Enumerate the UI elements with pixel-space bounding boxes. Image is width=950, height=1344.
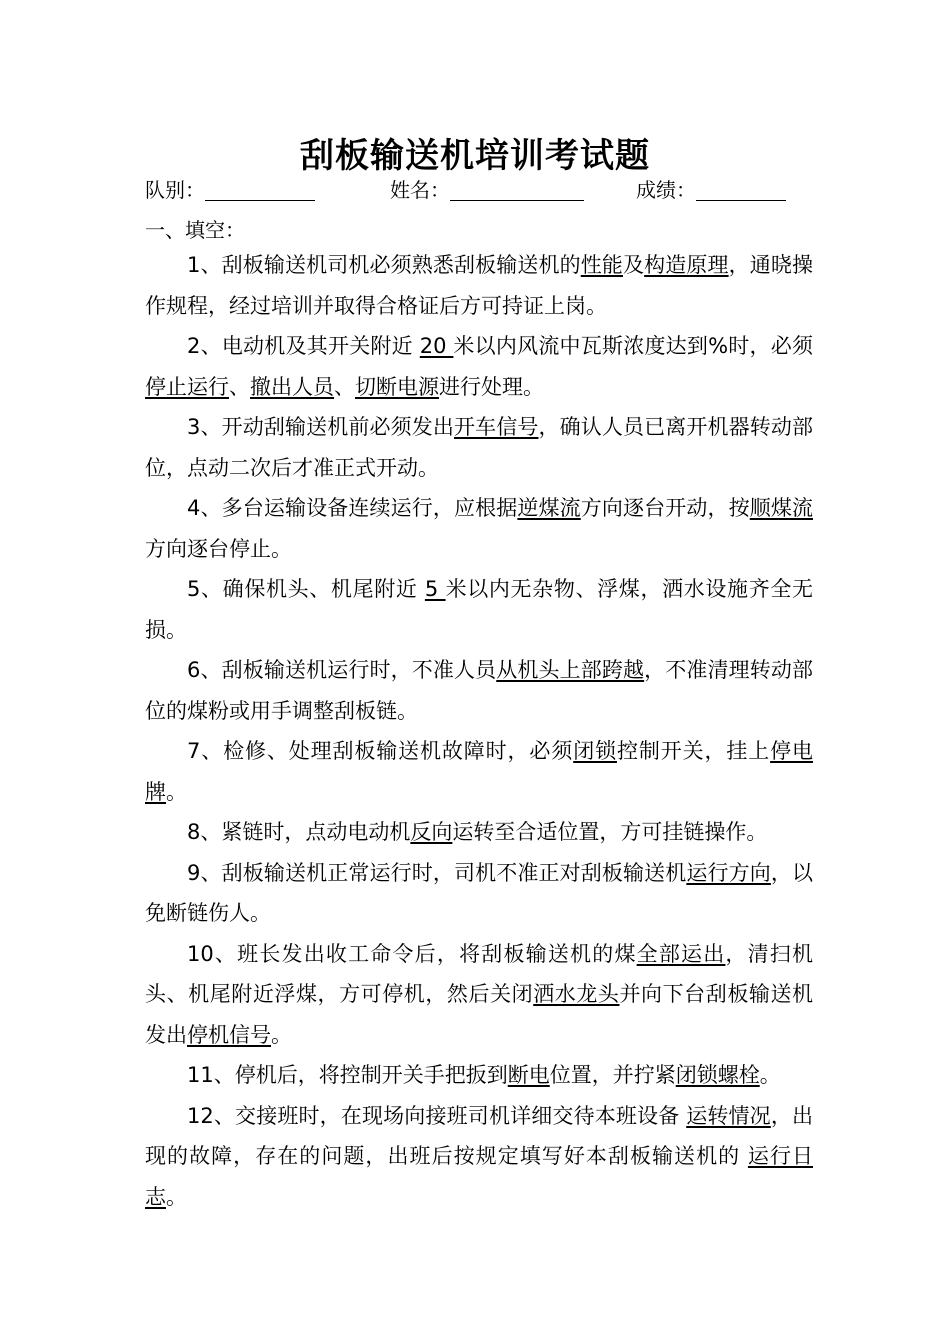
answer-text: 顺煤流 [749, 496, 813, 520]
answer-text: 运行方向 [686, 860, 771, 885]
page-title: 刮板输送机培训考试题 [300, 136, 650, 176]
question-item [145, 569, 813, 650]
answer-text: 反向 [410, 820, 453, 844]
question-text: 班长发出收工命令后，将刮板输送机的煤 [237, 941, 637, 966]
question-number: 2、 [187, 334, 222, 358]
answer-text: 从机头上部跨越 [496, 658, 645, 682]
question-item [145, 731, 813, 812]
question-text: 开动刮输送机前必须发出 [221, 415, 454, 439]
answer-text: 停机信号 [187, 1022, 271, 1047]
question-text: 、 [334, 374, 355, 399]
answer-text: 5 [424, 577, 446, 601]
question-item [145, 1055, 813, 1096]
question-item [145, 812, 813, 853]
answer-text: 全部运出 [636, 941, 726, 966]
question-number: 11、 [187, 1063, 235, 1087]
answer-text: 闭锁 [573, 739, 617, 763]
question-text: ，出现的故障，存在的问题，出班后按规定填写好本刮板输送机的 [145, 1103, 814, 1168]
question-text: 方向逐台开动，按 [580, 496, 750, 520]
team-label: 队别： [145, 178, 205, 202]
question-number: 5、 [187, 577, 223, 601]
question-text: 检修、处理刮板输送机故障时，必须 [223, 739, 574, 763]
answer-text: 性能 [580, 253, 623, 277]
answer-text: 断电 [507, 1063, 550, 1087]
question-text: 进行处理。 [439, 374, 544, 399]
question-number: 8、 [187, 820, 222, 844]
name-field [390, 174, 584, 203]
answer-text: 洒水龙头 [533, 982, 620, 1006]
question-text: 紧链时，点动电动机 [221, 820, 411, 844]
question-item [145, 934, 813, 1056]
question-text: 米以内风流中瓦斯浓度达到%时，必须 [453, 334, 813, 358]
question-text: ，以免断链伤人。 [145, 860, 813, 925]
question-text: 刮板输送机运行时，不准人员 [221, 658, 497, 682]
question-number: 6、 [187, 658, 222, 682]
question-text: 刮板输送机正常运行时，司机不准正对刮板输送机 [221, 860, 687, 885]
question-text: 交接班时，在现场向接班司机详细交待本班设备 [235, 1103, 687, 1128]
question-text: 停机后，将控制开关手把扳到 [234, 1063, 508, 1087]
score-blank[interactable] [696, 180, 786, 201]
question-number: 12、 [187, 1103, 236, 1128]
question-text: ，确认人员已离开机器转动部位，点动二次后才准正式开动。 [145, 415, 813, 480]
answer-text: 停电牌 [145, 739, 814, 804]
team-blank[interactable] [205, 180, 315, 201]
question-item [145, 650, 813, 731]
score-field [636, 174, 786, 203]
question-number: 9、 [187, 860, 222, 885]
question-number: 7、 [187, 739, 224, 763]
question-text: 多台运输设备连续运行，应根据 [221, 496, 518, 520]
question-text: 米以内无杂物、浮煤，洒水设施齐全无损。 [145, 577, 813, 642]
question-number: 1、 [187, 253, 222, 277]
question-item [145, 1096, 813, 1218]
question-item [145, 245, 813, 326]
section-heading-fill-blank: 一、填空： [145, 218, 245, 242]
question-item [145, 326, 813, 407]
team-field [145, 174, 315, 203]
question-text: 电动机及其开关附近 [221, 334, 420, 358]
question-text: 确保机头、机尾附近 [222, 577, 425, 601]
answer-text: 逆煤流 [517, 496, 581, 520]
question-text: 。 [271, 1022, 292, 1047]
question-list [145, 245, 813, 1217]
question-text: 刮板输送机司机必须熟悉刮板输送机的 [221, 253, 581, 277]
question-text: 。 [166, 779, 187, 804]
question-number: 3、 [187, 415, 222, 439]
answer-text: 开车信号 [454, 415, 539, 439]
answer-text: 构造原理 [644, 253, 729, 277]
question-number: 4、 [187, 496, 222, 520]
question-item [145, 853, 813, 934]
question-text: 方向逐台停止。 [145, 536, 292, 561]
question-text: 。 [166, 1184, 187, 1209]
question-text: 运转至合适位置，方可挂链操作。 [452, 820, 768, 844]
answer-text: 停止运行 [145, 374, 229, 399]
question-text: 控制开关，挂上 [616, 739, 771, 763]
answer-text: 运转情况 [686, 1103, 771, 1128]
answer-text: 运行日志 [145, 1144, 813, 1209]
question-text: 及 [623, 253, 645, 277]
question-text: 、 [229, 374, 250, 399]
answer-text: 撤出人员 [250, 374, 334, 399]
question-number: 10、 [187, 941, 238, 966]
answer-text: 20 [419, 334, 454, 358]
question-text: ，清扫机头、机尾附近浮煤，方可停机，然后关闭 [145, 941, 814, 1006]
question-text: ，通晓操作规程，经过培训并取得合格证后方可持证上岗。 [145, 253, 813, 318]
question-item [145, 407, 813, 488]
question-text: 并向下台刮板输送机发出 [145, 982, 814, 1047]
name-label: 姓名： [390, 178, 450, 202]
answer-text: 切断电源 [355, 374, 439, 399]
question-text: 位置，并拧紧 [549, 1063, 676, 1087]
question-item [145, 488, 813, 569]
question-text: ，不准清理转动部位的煤粉或用手调整刮板链。 [145, 658, 813, 723]
answer-text: 闭锁螺栓 [675, 1063, 760, 1087]
name-blank[interactable] [450, 180, 584, 201]
score-label: 成绩： [636, 178, 696, 202]
question-text: 。 [759, 1063, 781, 1087]
